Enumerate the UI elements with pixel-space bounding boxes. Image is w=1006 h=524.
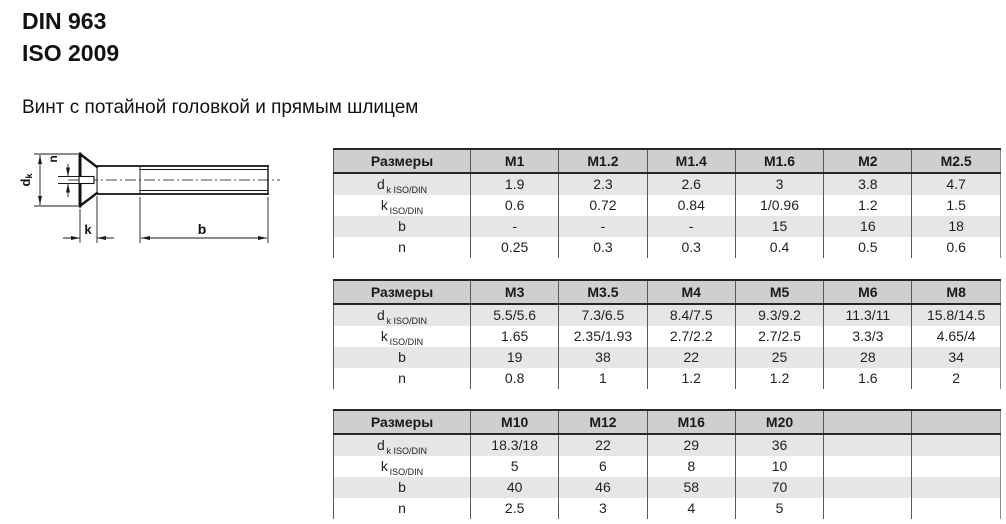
dimension-b-label: b (197, 221, 207, 237)
row-label: d $_{k ISO/DIN}$ (376, 437, 428, 456)
row-label: k $_{ISO/DIN}$ (380, 458, 424, 477)
dimension-value: 22 (647, 347, 735, 368)
dimension-value: 36 (735, 434, 823, 456)
dimension-table-m10-m20 (333, 409, 1001, 519)
dimension-value: 0.25 (471, 237, 559, 258)
dimension-value: 46 (559, 477, 647, 498)
dimension-value: - (559, 216, 647, 237)
dimension-value: 2.5 (471, 498, 559, 519)
header-size-M2: M2 (824, 149, 912, 173)
dimension-value: 0.84 (647, 195, 735, 216)
row-label: n (398, 500, 406, 516)
dimension-value: 4.7 (912, 173, 1000, 195)
table-row-n (334, 498, 1001, 519)
row-label: n (398, 370, 406, 386)
header-size-M20: M20 (735, 410, 823, 434)
header-size-M3: M3 (471, 280, 559, 304)
dimension-value: 1.5 (912, 195, 1000, 216)
table-header-row (334, 410, 1001, 434)
dimension-value: 4 (647, 498, 735, 519)
dimension-value (824, 434, 912, 456)
dimension-value: 2.3 (559, 173, 647, 195)
header-size-M1.2: M1.2 (559, 149, 647, 173)
dimension-value: 58 (647, 477, 735, 498)
dimension-value: 8 (647, 456, 735, 477)
dimension-value: 5 (735, 498, 823, 519)
dimension-value: 18 (912, 216, 1000, 237)
dimension-value: 0.4 (735, 237, 823, 258)
dimension-value: 1.2 (735, 368, 823, 389)
dimension-value: 7.3/6.5 (559, 304, 647, 326)
dimension-value: 15.8/14.5 (912, 304, 1000, 326)
table-row-d (334, 304, 1001, 326)
dimension-value: 1 (559, 368, 647, 389)
table-row-d (334, 434, 1001, 456)
dimension-value: 1.2 (824, 195, 912, 216)
dimension-value: 28 (824, 347, 912, 368)
dimension-value: 18.3/18 (471, 434, 559, 456)
dimension-value: 0.3 (647, 237, 735, 258)
dimension-value: - (647, 216, 735, 237)
dimension-value: 4.65/4 (912, 326, 1000, 347)
table-header-row (334, 149, 1001, 173)
dimension-value (824, 498, 912, 519)
dimension-value: 22 (559, 434, 647, 456)
dimension-value (912, 498, 1000, 519)
dimension-value: 9.3/9.2 (735, 304, 823, 326)
table-row-k (334, 326, 1001, 347)
dimension-value: 3.8 (824, 173, 912, 195)
dimension-value: 5 (471, 456, 559, 477)
dimension-value: 70 (735, 477, 823, 498)
dimension-value: 0.3 (559, 237, 647, 258)
dimension-value: 38 (559, 347, 647, 368)
row-label: d $_{k ISO/DIN}$ (376, 307, 428, 326)
dimension-value: 1.2 (647, 368, 735, 389)
row-label: b (398, 349, 406, 365)
dimension-value: 0.6 (912, 237, 1000, 258)
dimension-value: 0.5 (824, 237, 912, 258)
dimension-value: 3 (735, 173, 823, 195)
dimension-value (912, 456, 1000, 477)
header-size-M2.5: M2.5 (912, 149, 1000, 173)
dimension-value: 11.3/11 (824, 304, 912, 326)
header-size-M4: M4 (647, 280, 735, 304)
dimension-value: 2 (912, 368, 1000, 389)
slot-notch (79, 177, 94, 184)
dimension-n-label: n (46, 155, 60, 163)
page-subtitle: Винт с потайной головкой и прямым шлицем (22, 97, 419, 118)
row-label: d $_{k ISO/DIN}$ (376, 176, 428, 195)
row-label: b (398, 218, 406, 234)
screw-technical-drawing (10, 140, 330, 264)
dimension-n (58, 164, 79, 197)
dimension-value: 1.9 (471, 173, 559, 195)
row-label: n (398, 239, 406, 255)
dimension-value: 34 (912, 347, 1000, 368)
table-row-n (334, 368, 1001, 389)
dimension-value: 2.7/2.2 (647, 326, 735, 347)
dimension-value: 3 (559, 498, 647, 519)
header-size-M1: M1 (471, 149, 559, 173)
dimension-value: 15 (735, 216, 823, 237)
dimension-value (912, 477, 1000, 498)
header-size-M1.4: M1.4 (647, 149, 735, 173)
dimension-value: 0.72 (559, 195, 647, 216)
dimension-value: 5.5/5.6 (471, 304, 559, 326)
dimension-value: 2.7/2.5 (735, 326, 823, 347)
header-size-M16: M16 (647, 410, 735, 434)
standard-iso-title: ISO 2009 (22, 40, 120, 66)
standard-din-title: DIN 963 (22, 8, 107, 34)
dimension-table-m1-m2.5 (333, 148, 1001, 258)
dimension-table-m3-m8 (333, 279, 1001, 389)
header-size-empty (912, 410, 1000, 434)
header-sizes-label: Размеры (334, 149, 471, 173)
table-row-b (334, 347, 1001, 368)
header-size-M5: M5 (735, 280, 823, 304)
table-row-b (334, 477, 1001, 498)
dimension-k-label: k (84, 222, 92, 237)
header-size-empty (824, 410, 912, 434)
dimension-value: 19 (471, 347, 559, 368)
row-label: b (398, 479, 406, 495)
dimension-value: 29 (647, 434, 735, 456)
dimension-value: 1/0.96 (735, 195, 823, 216)
dimension-value: 1.65 (471, 326, 559, 347)
dimension-value: 2.35/1.93 (559, 326, 647, 347)
table-row-b (334, 216, 1001, 237)
header-sizes-label: Размеры (334, 280, 471, 304)
header-sizes-label: Размеры (334, 410, 471, 434)
table-row-n (334, 237, 1001, 258)
row-label: k $_{ISO/DIN}$ (380, 197, 424, 216)
dimension-value: 0.8 (471, 368, 559, 389)
header-size-M12: M12 (559, 410, 647, 434)
table-row-k (334, 456, 1001, 477)
dimension-value: 1.6 (824, 368, 912, 389)
dimension-value: 25 (735, 347, 823, 368)
dimension-value: 8.4/7.5 (647, 304, 735, 326)
dimension-value: 16 (824, 216, 912, 237)
dimension-value (912, 434, 1000, 456)
dimension-value: 40 (471, 477, 559, 498)
dimension-value: 0.6 (471, 195, 559, 216)
dimension-value (824, 456, 912, 477)
dimension-value: 10 (735, 456, 823, 477)
dimension-value: - (471, 216, 559, 237)
dimension-value: 6 (559, 456, 647, 477)
header-size-M10: M10 (471, 410, 559, 434)
dimension-dk-label: dk (18, 173, 34, 187)
table-row-d (334, 173, 1001, 195)
dimension-value: 3.3/3 (824, 326, 912, 347)
table-header-row (334, 280, 1001, 304)
header-size-M1.6: M1.6 (735, 149, 823, 173)
row-label: k $_{ISO/DIN}$ (380, 328, 424, 347)
dimension-value: 2.6 (647, 173, 735, 195)
header-size-M6: M6 (824, 280, 912, 304)
header-size-M8: M8 (912, 280, 1000, 304)
header-size-M3.5: M3.5 (559, 280, 647, 304)
dimension-value (824, 477, 912, 498)
table-row-k (334, 195, 1001, 216)
